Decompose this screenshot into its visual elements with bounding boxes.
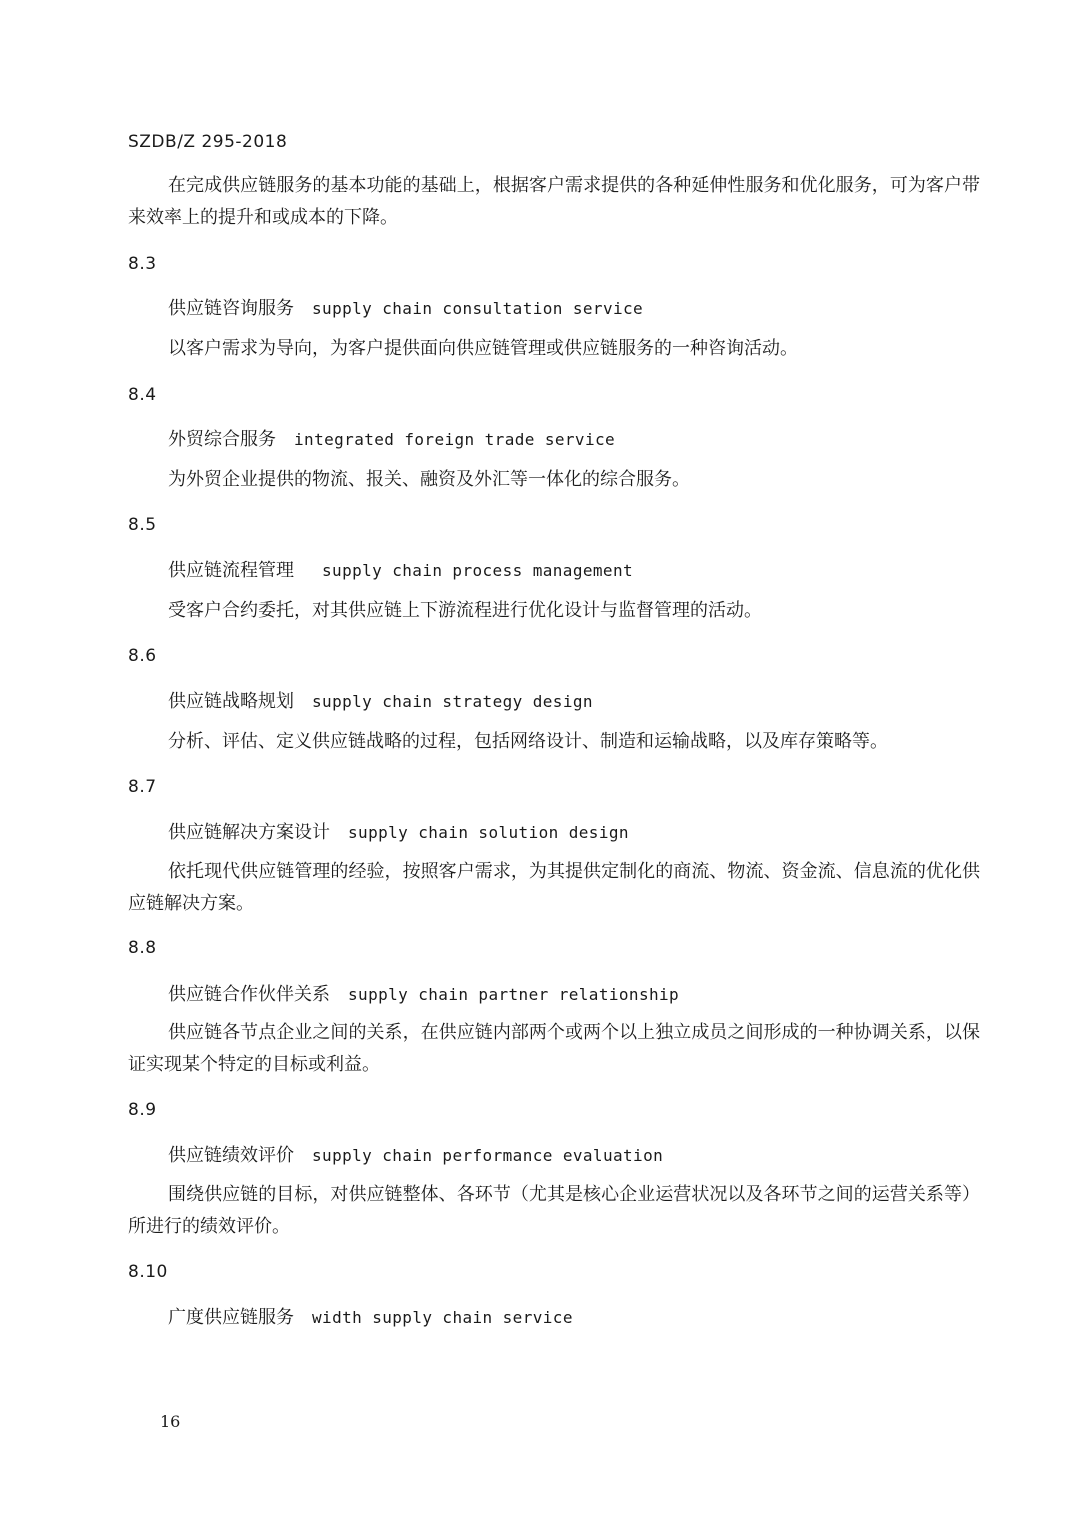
- definition-text: 为外贸企业提供的物流、报关、融资及外汇等一体化的综合服务。: [168, 469, 690, 490]
- term-en: supply chain solution design: [348, 823, 629, 842]
- clause-number-8-10: 8.10: [128, 1262, 168, 1282]
- term-8-7: [168, 818, 629, 844]
- term-zh: 供应链咨询服务: [168, 298, 294, 319]
- intro-text: 在完成供应链服务的基本功能的基础上，根据客户需求提供的各种延伸性服务和优化服务，可为客户带来效率上的提升和或成本的下降。: [128, 175, 980, 228]
- clause-number-8-4: 8.4: [128, 385, 157, 405]
- term-en: supply chain consultation service: [312, 299, 644, 318]
- intro-paragraph: [128, 170, 980, 234]
- term-8-4: [168, 425, 615, 451]
- term-8-6: [168, 687, 593, 713]
- term-en: supply chain partner relationship: [348, 985, 680, 1004]
- standard-code: SZDB/Z 295-2018: [128, 132, 288, 152]
- definition-text: 受客户合约委托，对其供应链上下游流程进行优化设计与监督管理的活动。: [168, 600, 762, 621]
- definition-text: 围绕供应链的目标，对供应链整体、各环节（尤其是核心企业运营状况以及各环节之间的运营关系等）所进行的绩效评价。: [128, 1184, 980, 1237]
- clause-number-8-3: 8.3: [128, 254, 157, 274]
- term-8-8: [168, 980, 679, 1006]
- clause-number-8-5: 8.5: [128, 515, 157, 535]
- definition-8-6: [128, 726, 980, 758]
- term-zh: 外贸综合服务: [168, 429, 276, 450]
- term-zh: 供应链战略规划: [168, 691, 294, 712]
- definition-8-3: [128, 333, 980, 365]
- term-zh: 供应链解决方案设计: [168, 822, 330, 843]
- definition-text: 以客户需求为导向，为客户提供面向供应链管理或供应链服务的一种咨询活动。: [168, 338, 798, 359]
- term-zh: 供应链绩效评价: [168, 1145, 294, 1166]
- term-zh: 广度供应链服务: [168, 1307, 294, 1328]
- clause-number-8-8: 8.8: [128, 938, 157, 958]
- term-en: integrated foreign trade service: [294, 430, 616, 449]
- term-en: supply chain strategy design: [312, 692, 593, 711]
- term-8-10: [168, 1303, 573, 1329]
- clause-number-8-6: 8.6: [128, 646, 157, 666]
- term-zh: 供应链流程管理: [168, 560, 294, 581]
- clause-number-8-7: 8.7: [128, 777, 157, 797]
- definition-text: 依托现代供应链管理的经验，按照客户需求，为其提供定制化的商流、物流、资金流、信息流的优化供应链解决方案。: [128, 861, 980, 914]
- page-number: 16: [160, 1412, 181, 1431]
- clause-number-8-9: 8.9: [128, 1100, 157, 1120]
- term-8-3: [168, 294, 643, 320]
- term-en: width supply chain service: [312, 1308, 573, 1327]
- term-zh: 供应链合作伙伴关系: [168, 984, 330, 1005]
- term-8-5: [168, 556, 633, 582]
- term-en: supply chain performance evaluation: [312, 1146, 664, 1165]
- definition-8-5: [128, 595, 980, 627]
- definition-8-4: [128, 464, 980, 496]
- term-en: supply chain process management: [322, 561, 634, 580]
- definition-text: 分析、评估、定义供应链战略的过程，包括网络设计、制造和运输战略，以及库存策略等。: [168, 731, 888, 752]
- term-8-9: [168, 1141, 663, 1167]
- definition-8-9: [128, 1179, 980, 1243]
- definition-8-7: [128, 856, 980, 920]
- definition-text: 供应链各节点企业之间的关系，在供应链内部两个或两个以上独立成员之间形成的一种协调关系，以保证实现某个特定的目标或利益。: [128, 1022, 980, 1075]
- definition-8-8: [128, 1017, 980, 1081]
